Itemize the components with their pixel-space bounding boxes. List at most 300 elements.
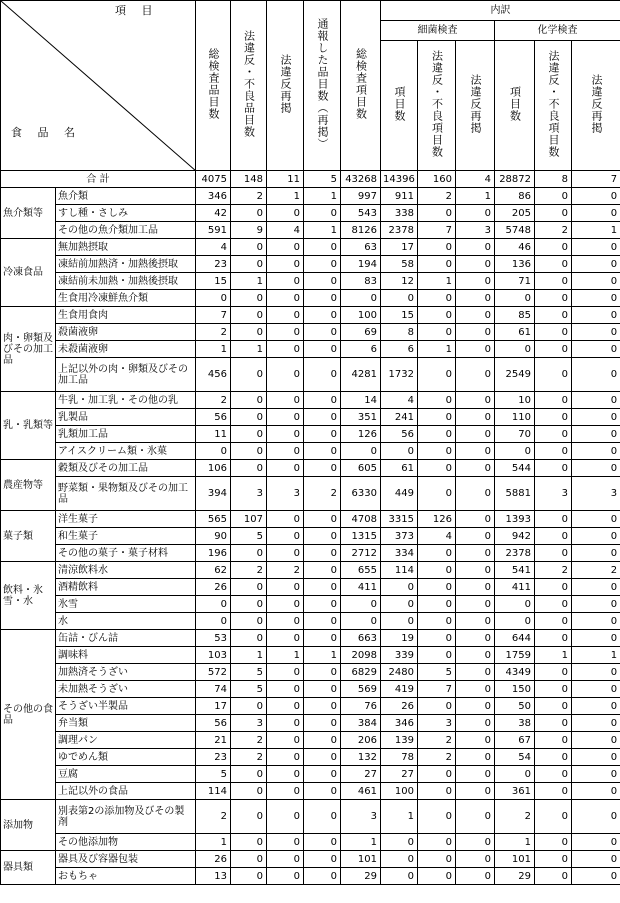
value-cell: 0: [572, 749, 620, 766]
value-cell: 0: [572, 460, 620, 477]
value-cell: 1: [495, 834, 535, 851]
value-cell: 110: [495, 409, 535, 426]
value-cell: 90: [196, 528, 231, 545]
value-cell: 0: [495, 443, 535, 460]
value-cell: 0: [535, 851, 572, 868]
value-cell: 0: [196, 290, 231, 307]
value-cell: 8126: [341, 222, 381, 239]
value-cell: 0: [572, 511, 620, 528]
table-row: [1, 664, 620, 681]
food-name-cell: その他の菓子・菓子材料: [56, 545, 196, 562]
food-name-cell: 上記以外の肉・卵類及びその加工品: [56, 358, 196, 392]
value-cell: 139: [381, 732, 418, 749]
total-value: 8: [535, 171, 572, 188]
value-cell: 0: [572, 868, 620, 885]
value-cell: 0: [456, 392, 495, 409]
value-cell: 0: [267, 290, 304, 307]
table-row: [1, 681, 620, 698]
value-cell: 2: [418, 749, 456, 766]
value-cell: 0: [535, 205, 572, 222]
food-name-cell: 別表第2の添加物及びその製剤: [56, 800, 196, 834]
value-cell: 0: [304, 545, 341, 562]
value-cell: 0: [304, 273, 341, 290]
value-cell: 1: [418, 341, 456, 358]
value-cell: 10: [495, 392, 535, 409]
food-name-cell: その他添加物: [56, 834, 196, 851]
value-cell: 0: [304, 528, 341, 545]
value-cell: 2378: [381, 222, 418, 239]
value-cell: 0: [418, 834, 456, 851]
value-cell: 0: [231, 426, 267, 443]
value-cell: 0: [572, 205, 620, 222]
value-cell: 0: [231, 205, 267, 222]
value-cell: 101: [495, 851, 535, 868]
value-cell: 0: [456, 239, 495, 256]
value-cell: 0: [418, 256, 456, 273]
value-cell: 3: [267, 477, 304, 511]
value-cell: 2: [231, 732, 267, 749]
value-cell: 103: [196, 647, 231, 664]
value-cell: 339: [381, 647, 418, 664]
value-cell: 0: [304, 324, 341, 341]
value-cell: 56: [381, 426, 418, 443]
food-name-cell: 豆腐: [56, 766, 196, 783]
value-cell: 394: [196, 477, 231, 511]
value-cell: 6829: [341, 664, 381, 681]
value-cell: 26: [196, 851, 231, 868]
corner-header-cell: [1, 1, 196, 171]
value-cell: 61: [381, 460, 418, 477]
value-cell: 0: [304, 681, 341, 698]
table-row: [1, 477, 620, 511]
value-cell: 0: [267, 732, 304, 749]
category-cell: 魚介類等: [1, 188, 56, 239]
value-cell: 0: [418, 613, 456, 630]
value-cell: 3: [572, 477, 620, 511]
value-cell: 0: [535, 630, 572, 647]
table-row: [1, 562, 620, 579]
value-cell: 0: [231, 256, 267, 273]
value-cell: 0: [304, 205, 341, 222]
value-cell: 346: [381, 715, 418, 732]
value-cell: 0: [535, 528, 572, 545]
value-cell: 62: [196, 562, 231, 579]
food-name-cell: アイスクリーム類・氷菓: [56, 443, 196, 460]
value-cell: 0: [535, 613, 572, 630]
value-cell: 411: [495, 579, 535, 596]
value-cell: 361: [495, 783, 535, 800]
value-cell: 351: [341, 409, 381, 426]
value-cell: 0: [535, 766, 572, 783]
value-cell: 0: [381, 443, 418, 460]
food-name-cell: ゆでめん類: [56, 749, 196, 766]
table-row: [1, 868, 620, 885]
value-cell: 1: [196, 341, 231, 358]
value-cell: 11: [196, 426, 231, 443]
value-cell: 14: [341, 392, 381, 409]
value-cell: 42: [196, 205, 231, 222]
value-cell: 0: [572, 766, 620, 783]
value-cell: 0: [572, 630, 620, 647]
chemical-col-repost: 法違反再掲: [572, 41, 620, 171]
value-cell: 0: [456, 766, 495, 783]
value-cell: 0: [304, 443, 341, 460]
value-cell: 0: [456, 426, 495, 443]
table-row: [1, 341, 620, 358]
total-row: [1, 171, 620, 188]
value-cell: 0: [535, 749, 572, 766]
value-cell: 101: [341, 851, 381, 868]
food-name-cell: その他の魚介類加工品: [56, 222, 196, 239]
value-cell: 0: [456, 596, 495, 613]
value-cell: 0: [231, 443, 267, 460]
value-cell: 0: [456, 341, 495, 358]
value-cell: 419: [381, 681, 418, 698]
food-name-cell: 調味料: [56, 647, 196, 664]
total-value: 4075: [196, 171, 231, 188]
value-cell: 0: [267, 596, 304, 613]
value-cell: 0: [381, 834, 418, 851]
table-row: [1, 205, 620, 222]
value-cell: 0: [456, 358, 495, 392]
value-cell: 0: [418, 205, 456, 222]
value-cell: 0: [535, 188, 572, 205]
value-cell: 0: [456, 834, 495, 851]
value-cell: 0: [304, 341, 341, 358]
value-cell: 0: [456, 579, 495, 596]
value-cell: 0: [231, 358, 267, 392]
value-cell: 0: [456, 256, 495, 273]
value-cell: 7: [418, 222, 456, 239]
value-cell: 0: [267, 630, 304, 647]
value-cell: 0: [535, 732, 572, 749]
value-cell: 0: [267, 545, 304, 562]
value-cell: 0: [535, 664, 572, 681]
value-cell: 0: [418, 358, 456, 392]
value-cell: 3: [535, 477, 572, 511]
food-name-cell: 生食用冷凍鮮魚介類: [56, 290, 196, 307]
food-name-cell: 乳類加工品: [56, 426, 196, 443]
value-cell: 3: [341, 800, 381, 834]
value-cell: 0: [304, 256, 341, 273]
value-cell: 0: [572, 715, 620, 732]
total-value: 7: [572, 171, 620, 188]
total-value: 160: [418, 171, 456, 188]
value-cell: 0: [381, 579, 418, 596]
value-cell: 0: [267, 358, 304, 392]
value-cell: 2480: [381, 664, 418, 681]
value-cell: 7: [418, 681, 456, 698]
table-row: [1, 273, 620, 290]
table-row: [1, 460, 620, 477]
total-label: 合 計: [1, 171, 196, 188]
diagonal-divider: [1, 1, 196, 171]
value-cell: 0: [381, 868, 418, 885]
value-cell: 2: [304, 477, 341, 511]
value-cell: 0: [535, 868, 572, 885]
food-name-cell: 上記以外の食品: [56, 783, 196, 800]
value-cell: 0: [418, 851, 456, 868]
value-cell: 0: [418, 783, 456, 800]
value-cell: 0: [196, 443, 231, 460]
value-cell: 85: [495, 307, 535, 324]
value-cell: 997: [341, 188, 381, 205]
value-cell: 3: [418, 715, 456, 732]
bacteria-col-violations: 法違反・不良項目数: [418, 41, 456, 171]
value-cell: 942: [495, 528, 535, 545]
value-cell: 0: [381, 290, 418, 307]
table-row: [1, 188, 620, 205]
value-cell: 2: [535, 222, 572, 239]
category-cell: 飲料・氷雪・水: [1, 562, 56, 630]
table-row: [1, 307, 620, 324]
value-cell: 7: [196, 307, 231, 324]
value-cell: 0: [572, 239, 620, 256]
value-cell: 1: [196, 834, 231, 851]
value-cell: 0: [456, 477, 495, 511]
food-name-cell: 水: [56, 613, 196, 630]
value-cell: 6: [341, 341, 381, 358]
value-cell: 0: [418, 290, 456, 307]
value-cell: 15: [381, 307, 418, 324]
table-row: [1, 698, 620, 715]
value-cell: 0: [267, 613, 304, 630]
value-cell: 0: [572, 545, 620, 562]
value-cell: 0: [418, 460, 456, 477]
value-cell: 3: [231, 477, 267, 511]
value-cell: 0: [304, 358, 341, 392]
value-cell: 0: [267, 443, 304, 460]
value-cell: 1393: [495, 511, 535, 528]
value-cell: 1: [304, 647, 341, 664]
category-cell: 冷凍食品: [1, 239, 56, 307]
value-cell: 0: [231, 460, 267, 477]
value-cell: 0: [196, 596, 231, 613]
value-cell: 411: [341, 579, 381, 596]
total-value: 11: [267, 171, 304, 188]
food-name-cell: 生食用食肉: [56, 307, 196, 324]
value-cell: 2098: [341, 647, 381, 664]
value-cell: 0: [495, 290, 535, 307]
value-cell: 0: [572, 800, 620, 834]
value-cell: 132: [341, 749, 381, 766]
value-cell: 1: [304, 222, 341, 239]
value-cell: 569: [341, 681, 381, 698]
value-cell: 0: [231, 868, 267, 885]
value-cell: 0: [231, 613, 267, 630]
food-name-cell: 弁当類: [56, 715, 196, 732]
value-cell: 0: [535, 426, 572, 443]
value-cell: 0: [535, 256, 572, 273]
value-cell: 15: [196, 273, 231, 290]
value-cell: 0: [381, 851, 418, 868]
value-cell: 0: [304, 392, 341, 409]
value-cell: 334: [381, 545, 418, 562]
value-cell: 0: [231, 290, 267, 307]
chemical-col-violations: 法違反・不良項目数: [535, 41, 572, 171]
value-cell: 0: [267, 800, 304, 834]
value-cell: 0: [418, 307, 456, 324]
table-row: [1, 613, 620, 630]
table-body: [1, 171, 620, 885]
table-row: [1, 528, 620, 545]
value-cell: 0: [572, 273, 620, 290]
food-name-cell: 缶詰・びん詰: [56, 630, 196, 647]
food-name-cell: 加熱済そうざい: [56, 664, 196, 681]
value-cell: 83: [341, 273, 381, 290]
value-cell: 2: [267, 562, 304, 579]
value-cell: 0: [267, 579, 304, 596]
value-cell: 0: [231, 409, 267, 426]
value-cell: 0: [231, 630, 267, 647]
value-cell: 384: [341, 715, 381, 732]
value-cell: 4281: [341, 358, 381, 392]
value-cell: 0: [572, 732, 620, 749]
table-row: [1, 647, 620, 664]
value-cell: 0: [418, 800, 456, 834]
value-cell: 0: [304, 307, 341, 324]
value-cell: 2: [196, 800, 231, 834]
category-cell: 農産物等: [1, 460, 56, 511]
value-cell: 2: [572, 562, 620, 579]
value-cell: 0: [231, 392, 267, 409]
value-cell: 0: [418, 630, 456, 647]
value-cell: 21: [196, 732, 231, 749]
table-row: [1, 596, 620, 613]
value-cell: 126: [341, 426, 381, 443]
value-cell: 19: [381, 630, 418, 647]
value-cell: 0: [535, 409, 572, 426]
value-cell: 449: [381, 477, 418, 511]
total-value: 148: [231, 171, 267, 188]
value-cell: 0: [535, 579, 572, 596]
value-cell: 0: [572, 290, 620, 307]
value-cell: 2: [231, 749, 267, 766]
value-cell: 61: [495, 324, 535, 341]
value-cell: 106: [196, 460, 231, 477]
value-cell: 0: [267, 664, 304, 681]
food-name-cell: そうざい半製品: [56, 698, 196, 715]
value-cell: 0: [267, 749, 304, 766]
value-cell: 6: [381, 341, 418, 358]
food-name-cell: 未殺菌液卵: [56, 341, 196, 358]
value-cell: 0: [456, 732, 495, 749]
value-cell: 0: [456, 205, 495, 222]
col-header-reported-items: 通報した品目数（再掲）: [304, 1, 341, 171]
value-cell: 114: [381, 562, 418, 579]
value-cell: 38: [495, 715, 535, 732]
value-cell: 2712: [341, 545, 381, 562]
value-cell: 5: [196, 766, 231, 783]
value-cell: 136: [495, 256, 535, 273]
value-cell: 196: [196, 545, 231, 562]
value-cell: 541: [495, 562, 535, 579]
value-cell: 0: [231, 239, 267, 256]
value-cell: 0: [456, 647, 495, 664]
value-cell: 0: [418, 443, 456, 460]
value-cell: 655: [341, 562, 381, 579]
value-cell: 0: [231, 834, 267, 851]
value-cell: 0: [456, 528, 495, 545]
value-cell: 63: [341, 239, 381, 256]
value-cell: 0: [495, 613, 535, 630]
value-cell: 0: [572, 579, 620, 596]
value-cell: 0: [418, 647, 456, 664]
value-cell: 0: [535, 681, 572, 698]
value-cell: 0: [304, 596, 341, 613]
value-cell: 2: [418, 188, 456, 205]
table-row: [1, 800, 620, 834]
value-cell: 0: [231, 596, 267, 613]
value-cell: 0: [572, 324, 620, 341]
value-cell: 0: [267, 273, 304, 290]
value-cell: 0: [456, 324, 495, 341]
value-cell: 0: [572, 834, 620, 851]
value-cell: 100: [381, 783, 418, 800]
food-name-cell: おもちゃ: [56, 868, 196, 885]
value-cell: 0: [304, 613, 341, 630]
value-cell: 50: [495, 698, 535, 715]
value-cell: 0: [572, 698, 620, 715]
value-cell: 0: [456, 664, 495, 681]
table-row: [1, 358, 620, 392]
value-cell: 0: [418, 868, 456, 885]
value-cell: 46: [495, 239, 535, 256]
value-cell: 0: [304, 834, 341, 851]
value-cell: 0: [456, 545, 495, 562]
value-cell: 0: [456, 749, 495, 766]
value-cell: 126: [418, 511, 456, 528]
value-cell: 0: [267, 205, 304, 222]
value-cell: 0: [456, 868, 495, 885]
value-cell: 0: [456, 562, 495, 579]
value-cell: 2549: [495, 358, 535, 392]
value-cell: 0: [418, 698, 456, 715]
category-cell: 乳・乳類等: [1, 392, 56, 460]
value-cell: 114: [196, 783, 231, 800]
table-row: [1, 715, 620, 732]
value-cell: 0: [535, 715, 572, 732]
value-cell: 26: [381, 698, 418, 715]
table-row: [1, 579, 620, 596]
value-cell: 4: [196, 239, 231, 256]
value-cell: 1: [341, 834, 381, 851]
category-cell: 菓子類: [1, 511, 56, 562]
value-cell: 0: [341, 613, 381, 630]
value-cell: 0: [572, 783, 620, 800]
value-cell: 0: [572, 664, 620, 681]
value-cell: 2: [231, 562, 267, 579]
value-cell: 27: [381, 766, 418, 783]
value-cell: 23: [196, 749, 231, 766]
table-row: [1, 392, 620, 409]
value-cell: 0: [267, 715, 304, 732]
value-cell: 0: [267, 834, 304, 851]
value-cell: 0: [418, 239, 456, 256]
table-row: [1, 766, 620, 783]
value-cell: 4: [418, 528, 456, 545]
value-cell: 0: [535, 443, 572, 460]
value-cell: 241: [381, 409, 418, 426]
table-row: [1, 256, 620, 273]
value-cell: 565: [196, 511, 231, 528]
total-value: 28872: [495, 171, 535, 188]
value-cell: 456: [196, 358, 231, 392]
value-cell: 0: [231, 698, 267, 715]
value-cell: 17: [196, 698, 231, 715]
total-value: 43268: [341, 171, 381, 188]
col-header-total-tests: 総検査項目数: [341, 1, 381, 171]
